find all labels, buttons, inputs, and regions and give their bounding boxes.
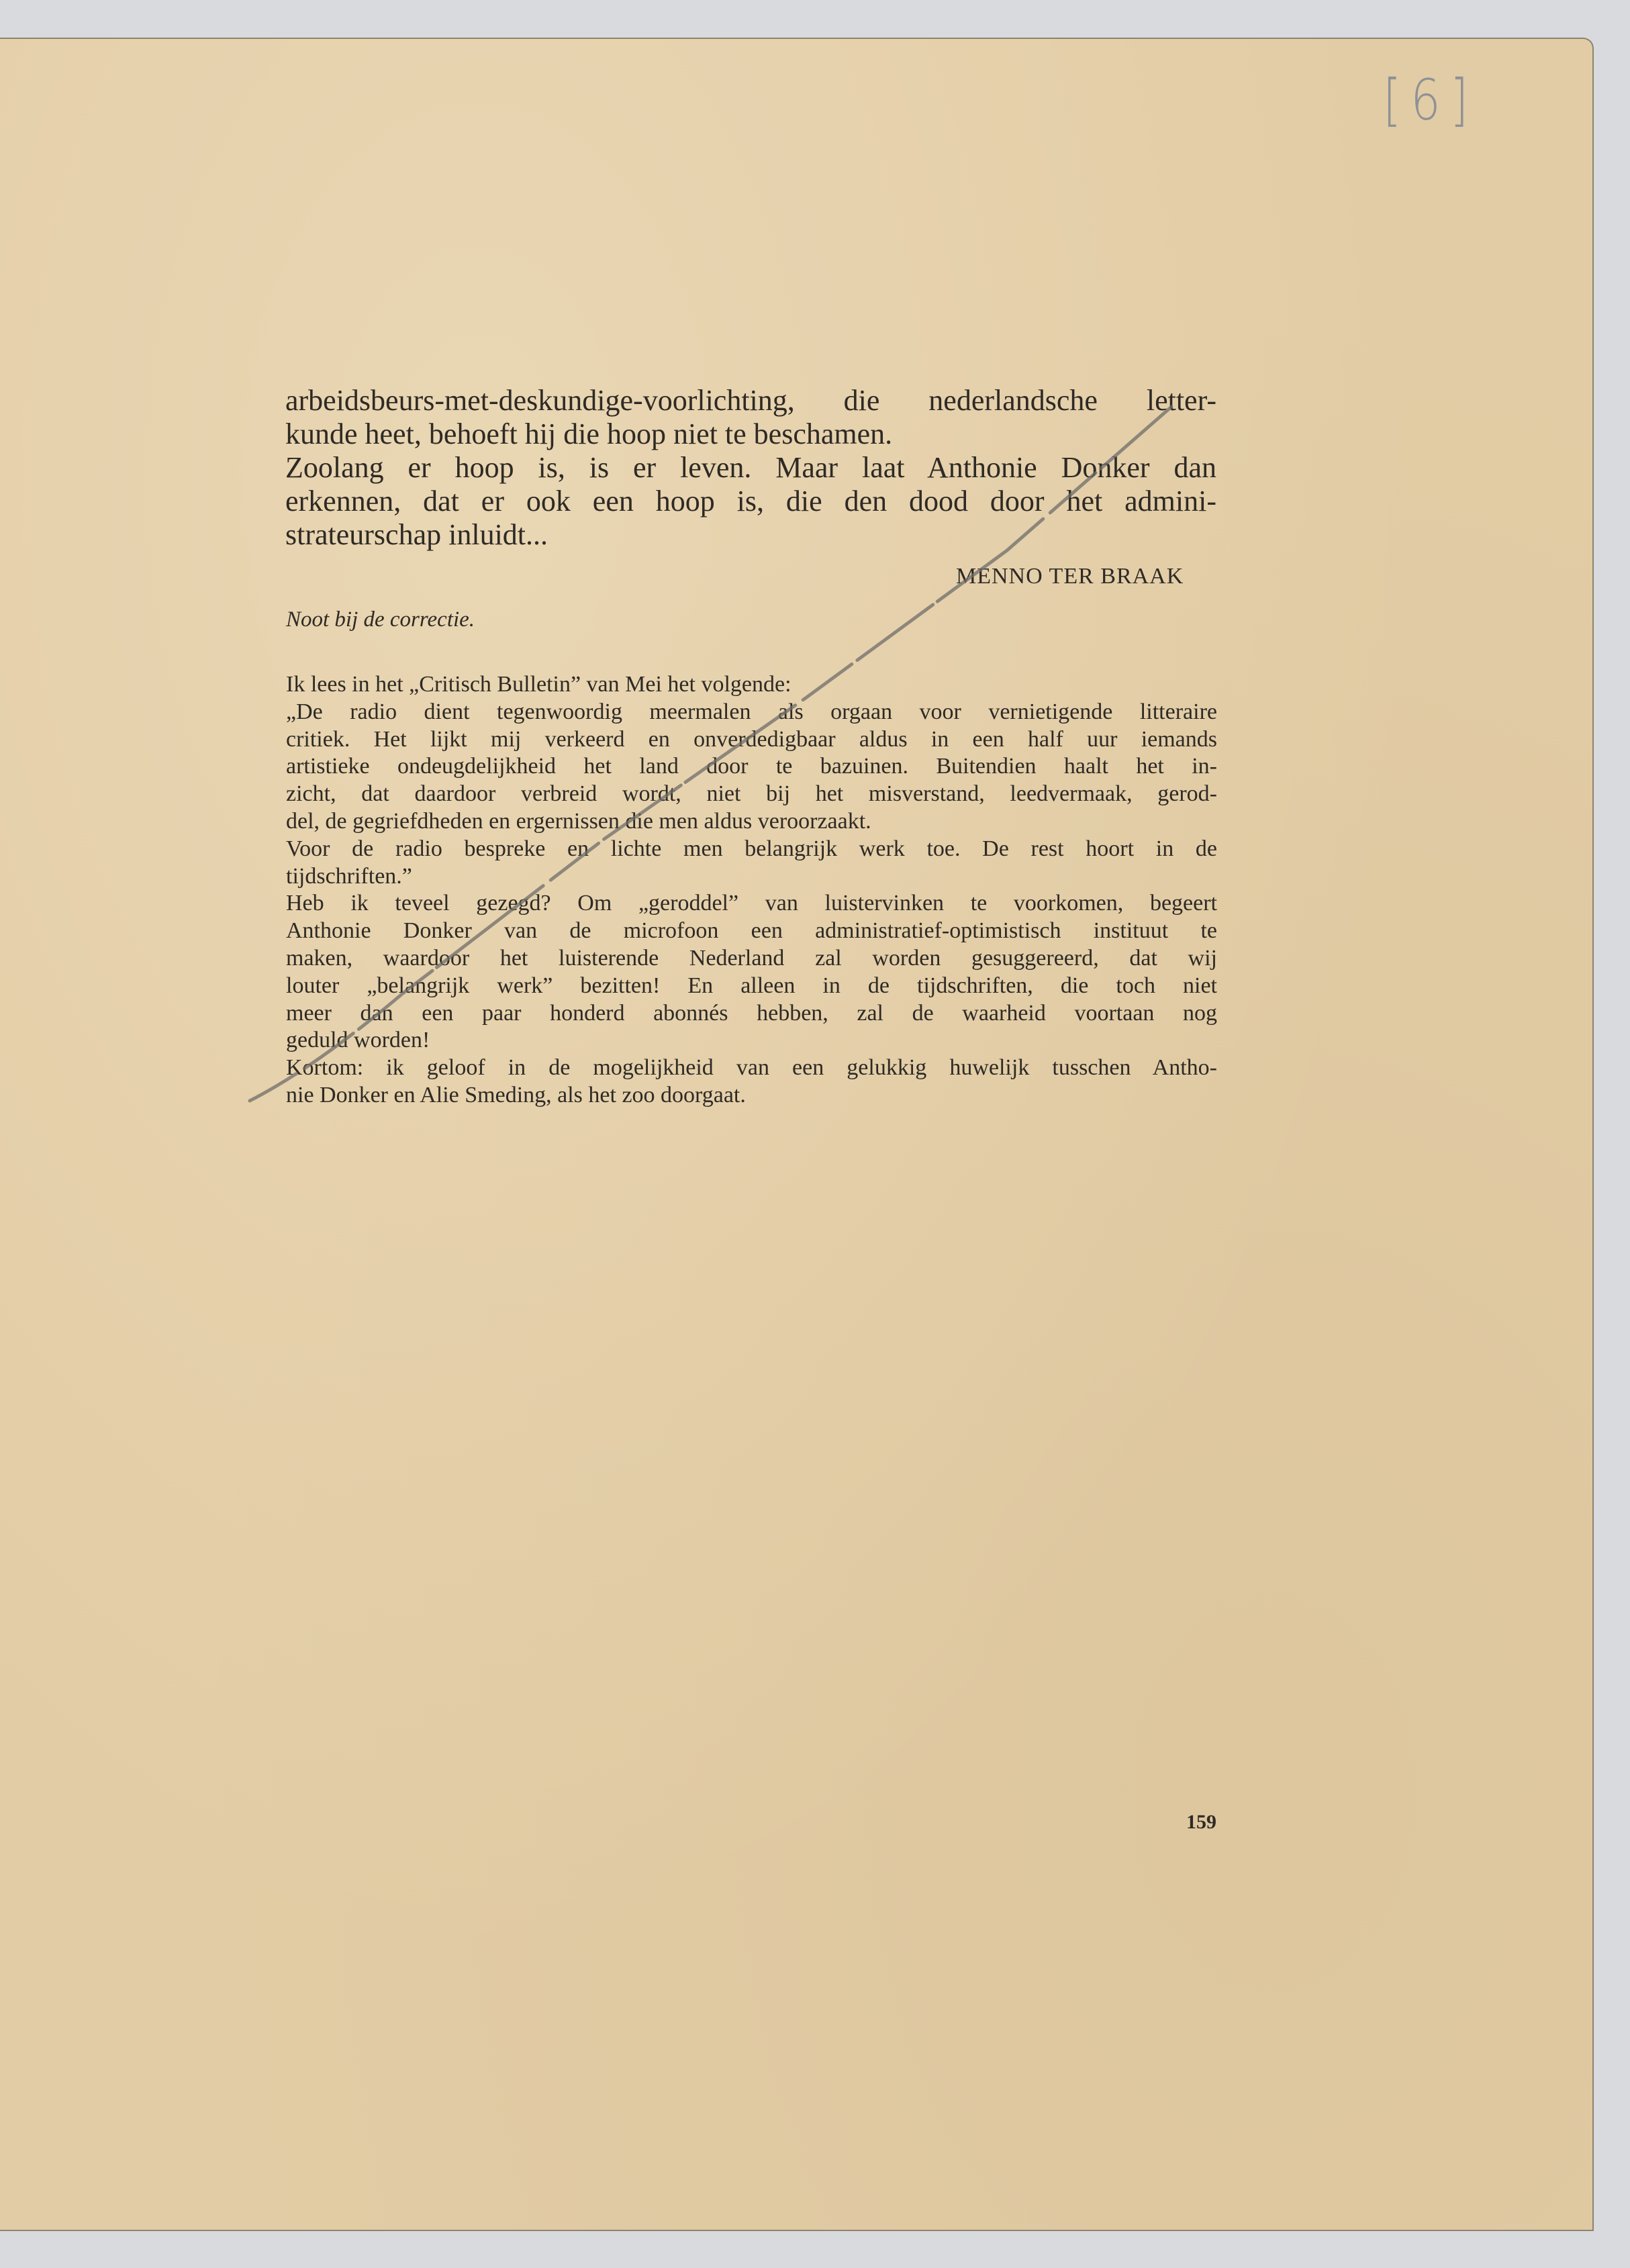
- note-line: del, de gegriefdheden en ergernissen die men aldus veroorzaakt.: [286, 808, 871, 834]
- note-line: louter „belangrijk werk” bezitten! En alleen in de tijdschriften, die toch niet: [286, 973, 1217, 998]
- note-line: Anthonie Donker van de microfoon een administratief-optimistisch instituut te: [286, 918, 1217, 944]
- note-line: Kortom: ik geloof in de mogelijkheid van een gelukkig huwelijk tusschen Antho-: [286, 1055, 1217, 1081]
- main-text-line: strateurschap inluidt...: [285, 518, 548, 551]
- note-line: Ik lees in het „Critisch Bulletin” van Mei het volgende:: [286, 672, 792, 697]
- note-line: „De radio dient tegenwoordig meermalen als orgaan voor vernietigende litteraire: [286, 699, 1217, 724]
- main-text-line: Zoolang er hoop is, is er leven. Maar laat Anthonie Donker dan: [285, 451, 1216, 484]
- note-line: Voor de radio bespreke en lichte men belangrijk werk toe. De rest hoort in de: [286, 836, 1217, 861]
- author-signature: MENNO TER BRAAK: [956, 564, 1184, 589]
- note-line: critiek. Het lijkt mij verkeerd en onverdedigbaar aldus in een half uur iemands: [286, 726, 1217, 752]
- note-line: nie Donker en Alie Smeding, als het zoo doorgaat.: [286, 1082, 746, 1107]
- note-line: Heb ik teveel gezegd? Om „geroddel” van luistervinken te voorkomen, begeert: [286, 891, 1217, 916]
- main-text-line: arbeidsbeurs-met-deskundige-voorlichting, die nederlandsche letter-: [285, 384, 1216, 417]
- main-text-line: erkennen, dat er ook een hoop is, die den dood door het admini-: [285, 485, 1216, 517]
- note-line: zicht, dat daardoor verbreid wordt, niet bij het misverstand, leedvermaak, gerod-: [286, 781, 1217, 807]
- note-line: meer dan een paar honderd abonnés hebben, zal de waarheid voortaan nog: [286, 1000, 1217, 1026]
- main-text: [285, 384, 1216, 552]
- note-heading: Noot bij de correctie.: [286, 607, 475, 632]
- note-line: geduld worden!: [286, 1028, 430, 1053]
- note-line: artistieke ondeugdelijkheid het land door te bazuinen. Buitendien haalt het in-: [286, 754, 1217, 779]
- note-line: maken, waardoor het luisterende Nederland zal worden gesuggereerd, dat wij: [286, 945, 1217, 971]
- page-number: 159: [1186, 1811, 1216, 1833]
- main-text-line: kunde heet, behoeft hij die hoop niet te beschamen.: [285, 417, 893, 450]
- paper-page: [0, 38, 1594, 2231]
- note-line: tijdschriften.”: [286, 863, 412, 889]
- note-text: [286, 671, 1217, 1110]
- handwritten-archive-mark: [6]: [1383, 66, 1478, 134]
